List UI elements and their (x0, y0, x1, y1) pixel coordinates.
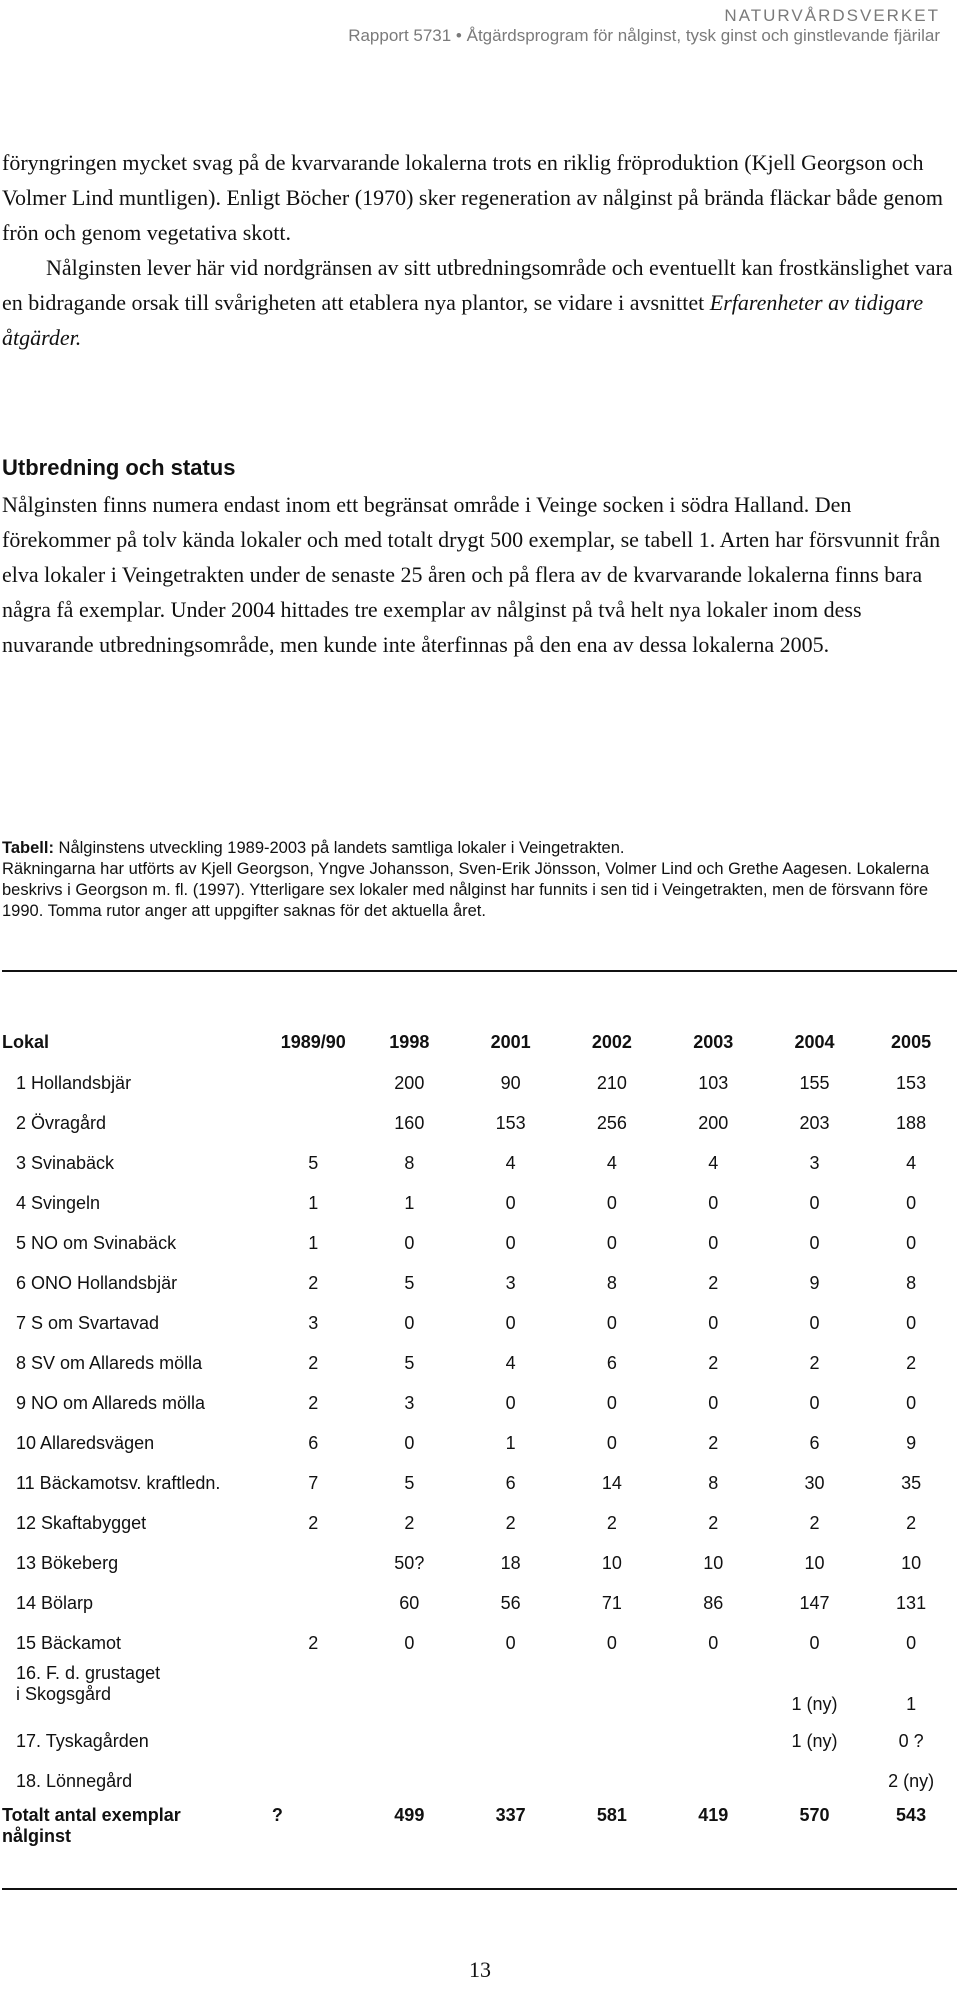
table-row (2, 1463, 957, 1503)
table-caption (2, 838, 952, 922)
count-cell: 153 (896, 1072, 927, 1093)
total-label: Totalt antal exemplar nålginst (2, 1805, 181, 1846)
count-cell: 2 (ny) (888, 1770, 935, 1791)
table-row (2, 1583, 957, 1623)
table-row (2, 1263, 957, 1303)
table-row (2, 1623, 957, 1663)
locality-name: 7 S om Svartavad (16, 1312, 160, 1333)
count-cell: 160 (394, 1112, 425, 1133)
count-cell: 0 (708, 1312, 719, 1333)
count-cell: 0 (606, 1192, 617, 1213)
count-cell: 5 (404, 1472, 415, 1493)
count-cell: 10 (804, 1552, 825, 1573)
count-cell: 1 (906, 1694, 917, 1714)
count-cell: 2 (308, 1392, 319, 1413)
count-cell: 35 (901, 1472, 922, 1493)
count-cell (359, 1663, 460, 1721)
locality-name: 13 Bökeberg (16, 1552, 119, 1573)
count-cell: 0 (708, 1232, 719, 1253)
count-cell: 0 (606, 1392, 617, 1413)
count-cell: 103 (698, 1072, 729, 1093)
count-cell (268, 1063, 359, 1103)
count-cell: 90 (500, 1072, 521, 1093)
table-row (2, 1663, 957, 1721)
count-cell: 4 (606, 1152, 617, 1173)
count-cell: 14 (601, 1472, 622, 1493)
count-cell: 3 (505, 1272, 516, 1293)
count-cell: 30 (804, 1472, 825, 1493)
table-bottom-rule (2, 1888, 957, 1890)
count-cell: 2 (404, 1512, 415, 1533)
column-header-year: 2005 (891, 1031, 932, 1052)
table-header-row (2, 1021, 957, 1063)
count-cell: 2 (308, 1352, 319, 1373)
count-cell: 0 (708, 1192, 719, 1213)
count-cell: 0 (906, 1232, 917, 1253)
table-body (2, 1063, 957, 1855)
count-cell: 60 (399, 1592, 420, 1613)
count-cell: 0 (906, 1312, 917, 1333)
count-cell: 2 (906, 1352, 917, 1373)
count-cell: 4 (906, 1152, 917, 1173)
count-cell (460, 1663, 561, 1721)
locality-name: 16. F. d. grustaget i Skogsgård (16, 1663, 161, 1704)
count-cell (359, 1721, 460, 1761)
count-cell: 5 (308, 1152, 319, 1173)
count-cell: 0 (505, 1192, 516, 1213)
count-cell: 2 (708, 1432, 719, 1453)
count-cell: 5 (404, 1272, 415, 1293)
count-cell: 0 (606, 1232, 617, 1253)
count-cell: 6 (606, 1352, 617, 1373)
section-heading: Utbredning och status (2, 455, 236, 480)
count-cell (663, 1761, 764, 1801)
locality-name: 18. Lönnegård (16, 1770, 133, 1791)
caption-label: Tabell: (2, 839, 54, 857)
count-cell: 4 (505, 1152, 516, 1173)
count-cell: 0 (809, 1232, 820, 1253)
count-cell: 8 (404, 1152, 415, 1173)
count-cell: 147 (799, 1592, 830, 1613)
table-row (2, 1503, 957, 1543)
status-text (2, 487, 954, 662)
count-cell: 210 (596, 1072, 627, 1093)
count-cell: 8 (606, 1272, 617, 1293)
table-top-rule (2, 970, 957, 972)
count-cell: 0 (809, 1392, 820, 1413)
count-cell: 0 (708, 1632, 719, 1653)
count-cell: 0 (809, 1312, 820, 1333)
count-cell: 2 (606, 1512, 617, 1533)
count-cell (764, 1761, 865, 1801)
total-cell: 581 (596, 1805, 627, 1825)
locality-name: 5 NO om Svinabäck (16, 1232, 177, 1253)
count-cell: 155 (799, 1072, 830, 1093)
total-cell: 543 (896, 1805, 927, 1825)
paragraph-1: föryngringen mycket svag på de kvarvarande lokalerna trots en riklig fröproduktion (Kjell Georgson och Volmer Lind muntligen). Enligt Böcher (1970) sker regeneration av nålginst på brända fläckar både genom frön och genom vegetativa skott. (2, 150, 944, 245)
count-cell (268, 1663, 359, 1721)
locality-name: 6 ONO Hollandsbjär (16, 1272, 178, 1293)
count-cell: 5 (404, 1352, 415, 1373)
column-header-year: 2001 (490, 1031, 531, 1052)
column-header-lokal: Lokal (2, 1031, 50, 1052)
locality-name: 3 Svinabäck (16, 1152, 115, 1173)
table-row (2, 1063, 957, 1103)
count-cell (663, 1663, 764, 1721)
count-cell: 0 (404, 1312, 415, 1333)
count-cell (268, 1103, 359, 1143)
count-cell: 2 (505, 1512, 516, 1533)
count-cell: 1 (505, 1432, 516, 1453)
count-cell: 3 (308, 1312, 319, 1333)
count-cell: 71 (601, 1592, 622, 1613)
count-cell: 3 (404, 1392, 415, 1413)
count-cell: 9 (906, 1432, 917, 1453)
total-row (2, 1801, 957, 1855)
count-cell (561, 1663, 662, 1721)
count-cell: 10 (601, 1552, 622, 1573)
locality-name: 1 Hollandsbjär (16, 1072, 132, 1093)
paragraph-2-text: Nålginsten lever här vid nordgränsen av sitt utbredningsområde och eventuellt kan frostkänslighet vara en bidragande orsak till svårigheten att etablera nya plantor, se vidare i avsnittet (2, 255, 953, 315)
count-cell: 1 (308, 1192, 319, 1213)
count-cell: 0 (906, 1632, 917, 1653)
count-cell: 1 (308, 1232, 319, 1253)
count-cell: 2 (809, 1352, 820, 1373)
total-cell: 570 (799, 1805, 830, 1825)
count-cell: 256 (596, 1112, 627, 1133)
table-row (2, 1103, 957, 1143)
count-cell: 6 (505, 1472, 516, 1493)
total-cell: 337 (495, 1805, 526, 1825)
locality-name: 14 Bölarp (16, 1592, 94, 1613)
locality-name: 17. Tyskagården (16, 1730, 149, 1751)
count-cell (268, 1583, 359, 1623)
count-cell: 1 (ny) (791, 1730, 838, 1751)
count-cell: 2 (906, 1512, 917, 1533)
count-cell: 0 (505, 1632, 516, 1653)
count-cell: 0 (606, 1312, 617, 1333)
publisher-name: NATURVÅRDSVERKET (724, 6, 940, 25)
count-cell: 2 (308, 1632, 319, 1653)
caption-title: Nålginstens utveckling 1989-2003 på landets samtliga lokaler i Veingetrakten. (53, 839, 625, 857)
table-row (2, 1383, 957, 1423)
count-cell: 6 (809, 1432, 820, 1453)
count-cell (268, 1761, 359, 1801)
count-cell (460, 1721, 561, 1761)
locality-name: 9 NO om Allareds mölla (16, 1392, 206, 1413)
count-cell: 0 (809, 1632, 820, 1653)
count-cell: 3 (809, 1152, 820, 1173)
count-cell (561, 1721, 662, 1761)
count-cell: 8 (708, 1472, 719, 1493)
count-cell: 0 (809, 1192, 820, 1213)
count-cell: 2 (809, 1512, 820, 1533)
count-cell (268, 1543, 359, 1583)
count-cell: 0 (906, 1192, 917, 1213)
count-cell: 200 (698, 1112, 729, 1133)
count-cell: 0 (505, 1312, 516, 1333)
page-header (348, 6, 940, 46)
count-cell: 2 (708, 1272, 719, 1293)
table-row (2, 1183, 957, 1223)
column-header-year: 1998 (389, 1031, 430, 1052)
population-table (2, 1021, 957, 1855)
section-reference: Erfarenheter av tidigare åtgärder. (2, 290, 924, 350)
paragraph-3: Nålginsten finns numera endast inom ett begränsat område i Veinge socken i södra Halland. Den förekommer på tolv kända lokaler och med totalt drygt 500 exemplar, se tabell 1. Arten har försvunnit från elva lokaler i Veingetrakten under de senaste 25 åren och på flera av de kvarvarande lokalerna finns bara några få exemplar. Under 2004 hittades tre exemplar av nålginst på två helt nya lokaler inom dess nuvarande utbredningsområde, men kunde inte återfinnas på den ena av dessa lokalerna 2005. (2, 492, 941, 657)
count-cell: 153 (495, 1112, 526, 1133)
count-cell: 0 (906, 1392, 917, 1413)
column-header-year: 2004 (794, 1031, 835, 1052)
locality-name: 8 SV om Allareds mölla (16, 1352, 203, 1373)
column-header-year: 2003 (693, 1031, 734, 1052)
count-cell: 10 (901, 1552, 922, 1573)
count-cell: 4 (708, 1152, 719, 1173)
count-cell: 18 (500, 1552, 521, 1573)
table-row (2, 1143, 957, 1183)
table-row (2, 1543, 957, 1583)
count-cell (460, 1761, 561, 1801)
count-cell: 0 (404, 1632, 415, 1653)
table-row (2, 1303, 957, 1343)
count-cell: 131 (896, 1592, 927, 1613)
count-cell: 1 (ny) (791, 1694, 838, 1714)
count-cell: 2 (708, 1352, 719, 1373)
count-cell: 0 ? (898, 1730, 924, 1751)
locality-name: 12 Skaftabygget (16, 1512, 147, 1533)
count-cell (268, 1721, 359, 1761)
paragraph-2 (2, 250, 954, 355)
table-row (2, 1343, 957, 1383)
count-cell (359, 1761, 460, 1801)
count-cell: 50? (394, 1552, 425, 1573)
locality-name: 11 Bäckamotsv. kraftledn. (16, 1472, 221, 1493)
count-cell (561, 1761, 662, 1801)
count-cell: 2 (308, 1272, 319, 1293)
count-cell: 0 (606, 1432, 617, 1453)
total-cell: 419 (698, 1805, 729, 1825)
count-cell: 2 (708, 1512, 719, 1533)
count-cell: 0 (404, 1432, 415, 1453)
count-cell: 203 (799, 1112, 830, 1133)
total-cell: ? (271, 1805, 283, 1825)
count-cell (663, 1721, 764, 1761)
count-cell: 2 (308, 1512, 319, 1533)
locality-name: 10 Allaredsvägen (16, 1432, 155, 1453)
count-cell: 10 (703, 1552, 724, 1573)
count-cell: 7 (308, 1472, 319, 1493)
count-cell: 0 (606, 1632, 617, 1653)
count-cell: 188 (896, 1112, 927, 1133)
count-cell: 86 (703, 1592, 724, 1613)
count-cell: 8 (906, 1272, 917, 1293)
locality-name: 2 Övragård (16, 1112, 107, 1133)
locality-name: 4 Svingeln (16, 1192, 101, 1213)
column-header-year: 2002 (591, 1031, 632, 1052)
caption-body: Räkningarna har utförts av Kjell Georgson, Yngve Johansson, Sven-Erik Jönsson, Volmer Lind och Grethe Aagesen. Lokalerna beskrivs i Georgson m. fl. (1997). Ytterligare sex lokaler med nålginst har funnits i sen tid i Veingetrakten, men de försvann före 1990. Tomma rutor anger att uppgifter saknas för det aktuella året. (2, 860, 929, 920)
report-title: Rapport 5731 • Åtgärdsprogram för nålginst, tysk ginst och ginstlevande fjärilar (348, 26, 940, 45)
count-cell: 0 (505, 1392, 516, 1413)
page-number: 13 (469, 1957, 491, 1982)
table-row (2, 1721, 957, 1761)
count-cell: 200 (394, 1072, 425, 1093)
count-cell: 6 (308, 1432, 319, 1453)
count-cell: 9 (809, 1272, 820, 1293)
count-cell: 0 (404, 1232, 415, 1253)
table-row (2, 1223, 957, 1263)
intro-text (2, 145, 954, 355)
column-header-year: 1989/90 (280, 1031, 346, 1052)
count-cell: 0 (505, 1232, 516, 1253)
count-cell: 0 (708, 1392, 719, 1413)
locality-name: 15 Bäckamot (16, 1632, 122, 1653)
count-cell: 1 (404, 1192, 415, 1213)
count-cell: 4 (505, 1352, 516, 1373)
table-row (2, 1423, 957, 1463)
total-cell: 499 (394, 1805, 425, 1825)
table-row (2, 1761, 957, 1801)
count-cell: 56 (500, 1592, 521, 1613)
